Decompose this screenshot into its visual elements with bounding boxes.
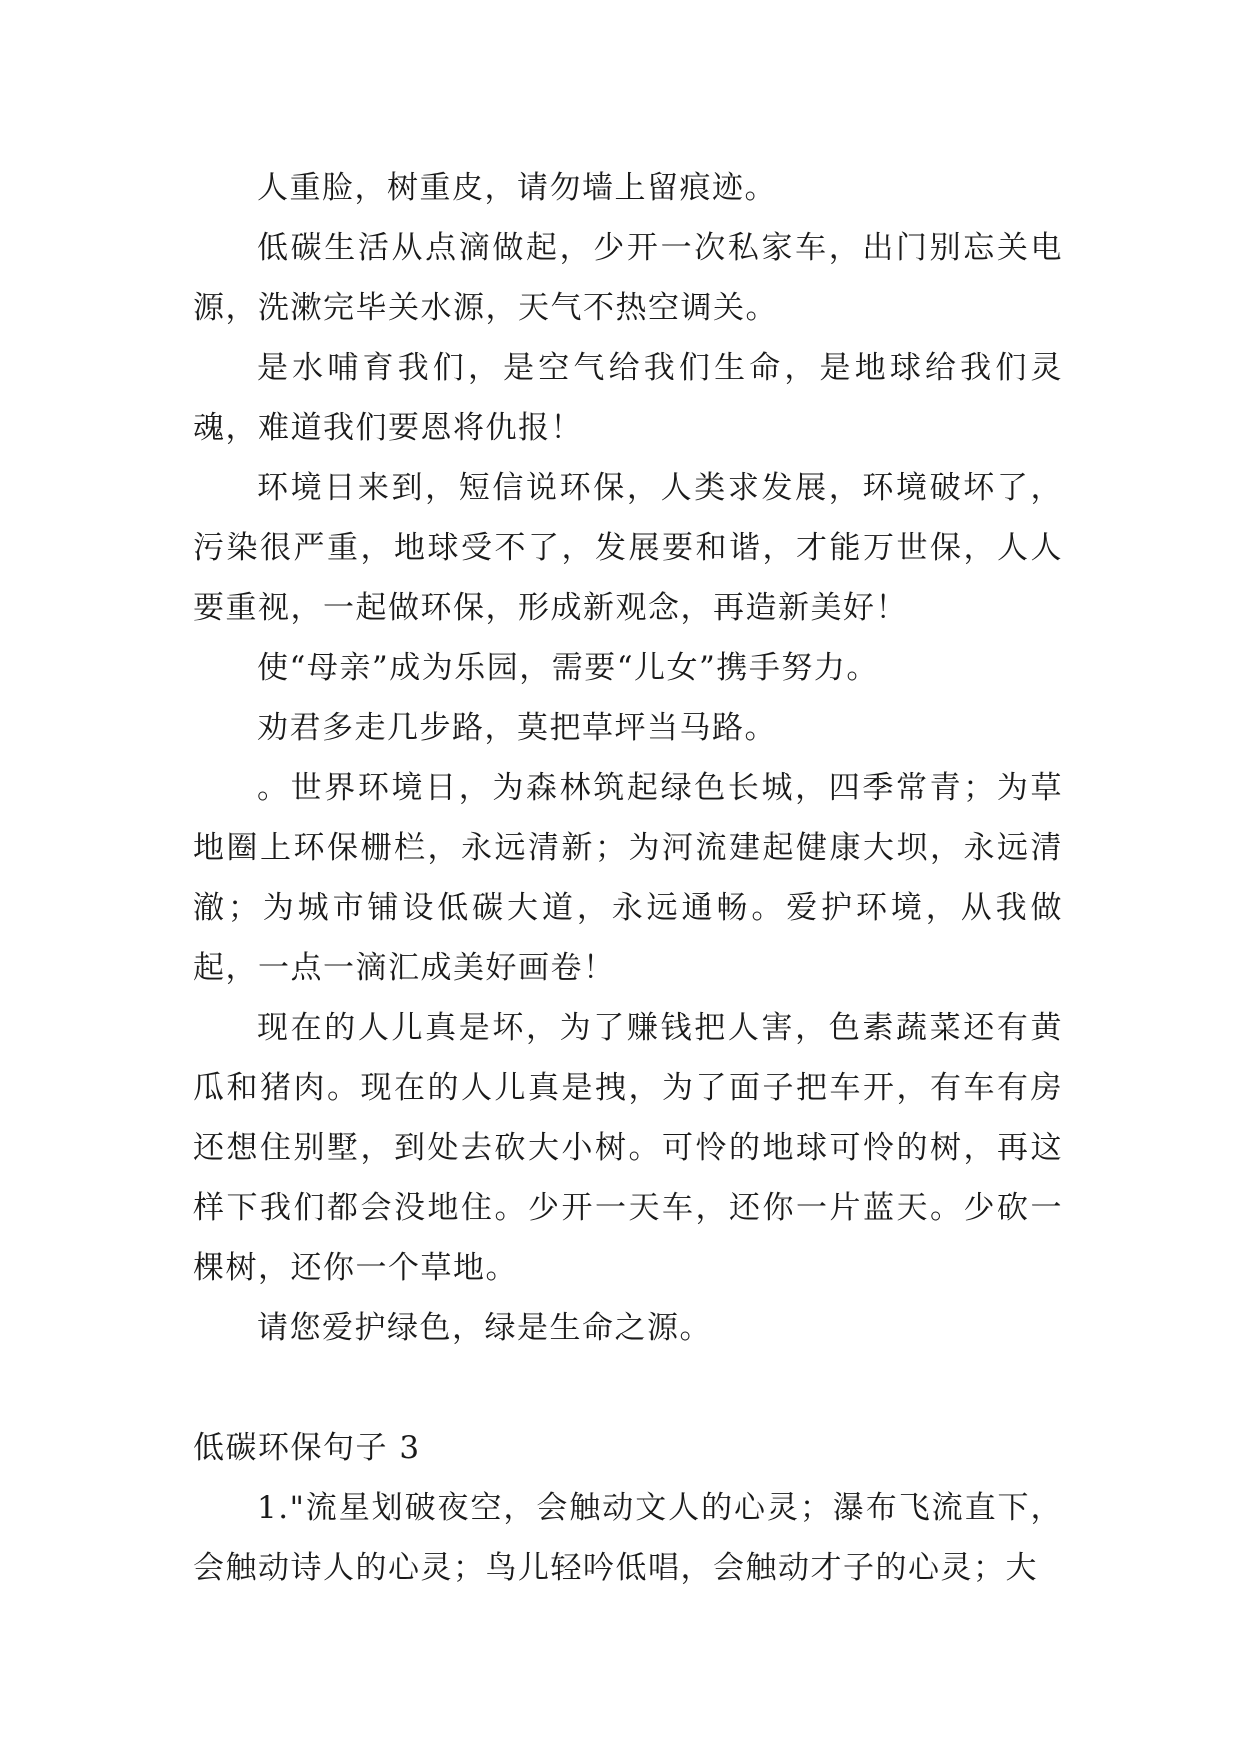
paragraph: 使“母亲”成为乐园，需要“儿女”携手努力。 bbox=[257, 650, 879, 686]
paragraph: 劝君多走几步路，莫把草坪当马路。 bbox=[257, 710, 777, 746]
paragraph: 1."流星划破夜空，会触动文人的心灵；瀑布飞流直下，会触动诗人的心灵；鸟儿轻吟低唱，会触动才子的心灵；大 bbox=[193, 1490, 1063, 1586]
section-heading: 低碳环保句子 3 bbox=[193, 1430, 421, 1466]
paragraph: 现在的人儿真是坏，为了赚钱把人害，色素蔬菜还有黄瓜和猪肉。现在的人儿真是拽，为了面子把车开，有车有房还想住别墅，到处去砍大小树。可怜的地球可怜的树，再这样下我们都会没地住。少开一天车，还你一片蓝天。少砍一棵树，还你一个草地。 bbox=[193, 1010, 1063, 1286]
paragraph: 环境日来到，短信说环保，人类求发展，环境破坏了，污染很严重，地球受不了，发展要和谐，才能万世保，人人要重视，一起做环保，形成新观念，再造新美好！ bbox=[193, 470, 1063, 626]
paragraph: 是水哺育我们，是空气给我们生命，是地球给我们灵魂，难道我们要恩将仇报！ bbox=[193, 350, 1063, 446]
paragraph: 请您爱护绿色，绿是生命之源。 bbox=[257, 1310, 712, 1346]
document-page bbox=[193, 158, 1063, 1598]
paragraph: 。世界环境日，为森林筑起绿色长城，四季常青；为草地圈上环保栅栏，永远清新；为河流建起健康大坝，永远清澈；为城市铺设低碳大道，永远通畅。爱护环境，从我做起，一点一滴汇成美好画卷！ bbox=[193, 770, 1063, 986]
paragraph: 低碳生活从点滴做起，少开一次私家车，出门别忘关电源，洗漱完毕关水源，天气不热空调关。 bbox=[193, 230, 1063, 326]
paragraph: 人重脸，树重皮，请勿墙上留痕迹。 bbox=[257, 170, 777, 206]
